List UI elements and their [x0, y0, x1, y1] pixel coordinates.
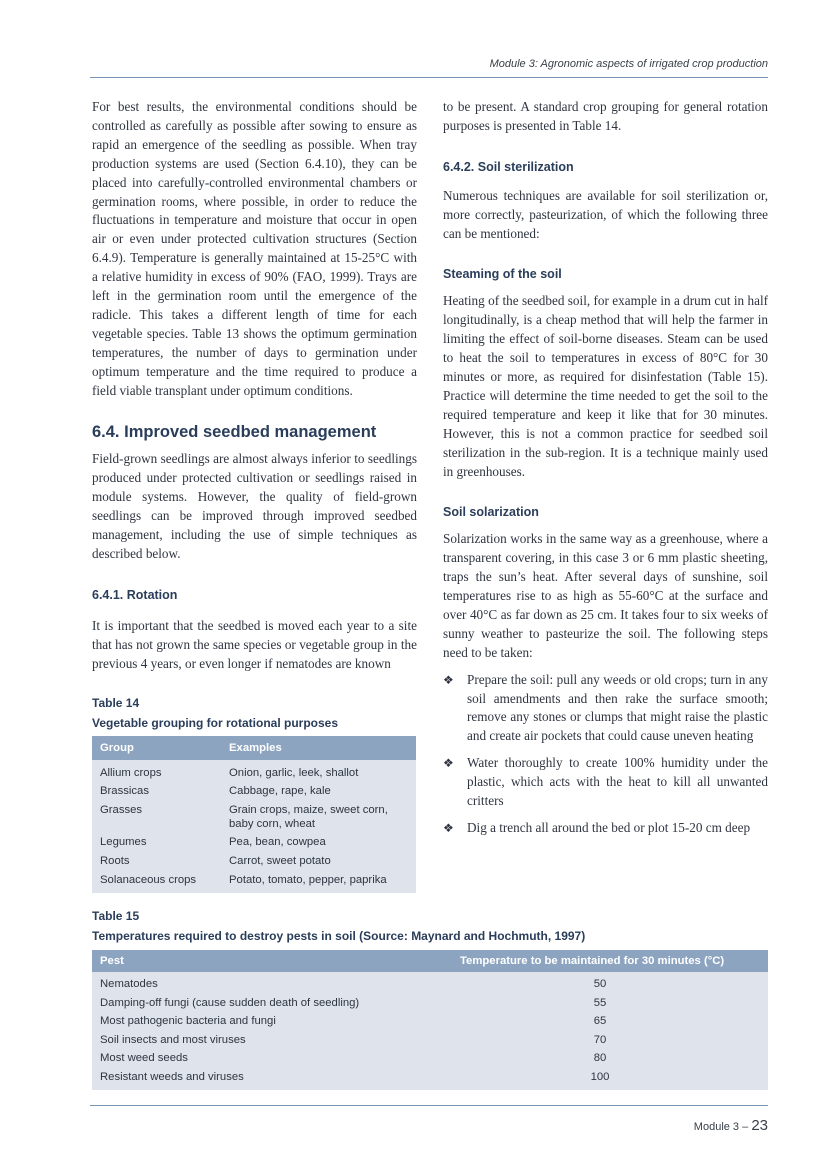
table-row [92, 766, 416, 784]
subheading-rotation: 6.4.1. Rotation [92, 587, 178, 602]
table-cell: baby corn, wheat [229, 818, 316, 830]
list-item [443, 819, 768, 838]
table-cell: Nematodes [100, 978, 158, 990]
subheading-soil-sterilization: 6.4.2. Soil sterilization [443, 159, 574, 174]
table-row [92, 854, 416, 873]
table-cell: Resistant weeds and viruses [100, 1070, 244, 1083]
table-14-title: Vegetable grouping for rotational purposes [92, 716, 339, 730]
column-header-pest: Pest [100, 955, 124, 967]
table-row [92, 873, 416, 892]
table-15-label: Table 15 [92, 909, 140, 923]
diamond-bullet-icon: ❖ [443, 821, 454, 835]
diamond-bullet-icon: ❖ [443, 672, 454, 687]
table-row [92, 1033, 768, 1052]
table-cell: 80 [593, 1052, 607, 1064]
table-cell: Onion, garlic, leek, shallot [229, 767, 359, 779]
footer-separator: – [742, 1121, 749, 1133]
column-header-group: Group [100, 742, 134, 754]
table-row [92, 1051, 768, 1070]
table-cell: Most pathogenic bacteria and fungi [100, 1015, 276, 1027]
table-cell: 50 [593, 978, 607, 990]
table-row [92, 977, 768, 996]
subheading-steaming: Steaming of the soil [443, 267, 562, 282]
intro-paragraph: For best results, the environmental conditions should be controlled as carefully as possible after sowing to ensure as rapid an emergence of the seedling as possible. When tray production systems are used (Section 6.4.10), they can be placed into carefully-controlled environmental chambers or germination rooms, where possible, in order to reduce the fluctuations in temperature and moisture that occur in open air or even under protected cultivation structures (Section 6.4.9). Temperature is generally maintained at 15-25°C with a relative humidity in excess of 90% (FAO, 1999). Trays are left in the germination room until the emergence of the radicle. This takes a different length of time for each vegetable species. Table 13 shows the optimum germination temperatures, the number of days to germination under optimum temperature and the time required to produce a field viable transplant under optimum conditions. [92, 99, 417, 398]
table-cell: Soil insects and most viruses [100, 1033, 246, 1046]
table-row [92, 835, 416, 854]
table-cell: Potato, tomato, pepper, paprika [229, 874, 387, 886]
table-cell: 100 [590, 1070, 610, 1083]
right-column [443, 98, 768, 838]
table-row [92, 996, 768, 1015]
page-footer [600, 1117, 768, 1134]
list-item-text: Dig a trench all around the bed or plot 15-20 cm deep [467, 820, 751, 835]
table-cell: Grasses [100, 804, 143, 816]
table-15 [92, 950, 768, 1090]
header-rule [90, 77, 768, 78]
table-header-row [92, 736, 416, 760]
steaming-paragraph: Heating of the seedbed soil, for example in a drum cut in half longitudinally, is a cheap method that will help the farmer in limiting the effect of soil-borne diseases. Steam can be used to heat the soil to temperatures in excess of 80°C for 30 minutes or more, as required for disinfestation (Table 15). Practice will determine the time needed to get the soil to the required temperature and keep it like that for 30 minutes. However, this is not a common practice for seedbed soil sterilization in the sub-region. It is a technique mainly used in greenhouses. [443, 293, 768, 479]
diamond-bullet-icon: ❖ [443, 756, 454, 771]
table-cell: Allium crops [100, 767, 162, 779]
column-header-examples: Examples [229, 742, 282, 754]
section-heading-6-4: 6.4. Improved seedbed management [92, 422, 377, 441]
table-row [92, 803, 416, 835]
table-cell: Legumes [100, 836, 147, 848]
table-14 [92, 736, 416, 893]
table-header-row [92, 950, 768, 972]
table-cell: 65 [593, 1015, 607, 1027]
table-15-title: Temperatures required to destroy pests in soil (Source: Maynard and Hochmuth, 1997) [92, 929, 586, 943]
table-row [92, 1070, 768, 1089]
table-cell: Cabbage, rape, kale [229, 785, 331, 797]
solarization-paragraph: Solarization works in the same way as a greenhouse, where a transparent covering, in this case 3 or 6 mm plastic sheeting, traps the sun’s heat. After several days of sunshine, soil temperatures rise to as high as 55-60°C at the surface and over 40°C as far down as 25 cm. It takes four to six weeks of sunny weather to pasteurize the soil. The following steps need to be taken: [443, 531, 768, 660]
table-cell: Grain crops, maize, sweet corn, [229, 804, 388, 816]
list-item-text: Prepare the soil: pull any weeds or old crops; turn in any soil amendments and then rake the surface smooth; remove any stones or clumps that might raise the plastic and create air pockets that could cause uneven heating [467, 671, 768, 744]
rotation-paragraph: It is important that the seedbed is moved each year to a site that has not grown the same species or vegetable group in the previous 4 years, or even longer if nematodes are known [92, 617, 417, 671]
footer-module-label: Module 3 [693, 1121, 740, 1133]
subheading-solarization: Soil solarization [443, 505, 539, 520]
table-cell: Solanaceous crops [100, 874, 197, 886]
list-item [443, 754, 768, 811]
seedbed-paragraph: Field-grown seedlings are almost always inferior to seedlings produced under protected cultivation or seedlings raised in module systems. However, the quality of field-grown seedlings can be improved through improved seedbed management, including the use of simple techniques as described below. [92, 451, 417, 561]
table-cell: Carrot, sweet potato [229, 855, 331, 867]
table-cell: 70 [593, 1033, 607, 1046]
table-cell: Pea, bean, cowpea [229, 836, 326, 848]
page-number: 23 [751, 1117, 768, 1134]
footer-rule [90, 1105, 768, 1106]
table-row [92, 1014, 768, 1033]
left-column [92, 98, 417, 673]
list-item [443, 671, 768, 747]
table-cell: Brassicas [100, 785, 149, 797]
column-header-temperature: Temperature to be maintained for 30 minutes (°C) [460, 955, 725, 967]
table-cell: Damping-off fungi (cause sudden death of seedling) [100, 996, 360, 1009]
table-14-label: Table 14 [92, 696, 140, 710]
table-cell: 55 [593, 996, 607, 1009]
table-cell: Most weed seeds [100, 1052, 188, 1064]
solarization-steps-list [443, 671, 768, 838]
table-row [92, 784, 416, 803]
list-item-text: Water thoroughly to create 100% humidity under the plastic, which acts with the heat to kill all unwanted critters [467, 755, 768, 809]
table-cell: Roots [100, 855, 130, 867]
running-header: Module 3: Agronomic aspects of irrigated crop production [489, 58, 768, 70]
rotation-continued-paragraph: to be present. A standard crop grouping for general rotation purposes is presented in Table 14. [443, 99, 768, 133]
sterilization-paragraph: Numerous techniques are available for soil sterilization or, more correctly, pasteurization, of which the following three can be mentioned: [443, 187, 768, 241]
